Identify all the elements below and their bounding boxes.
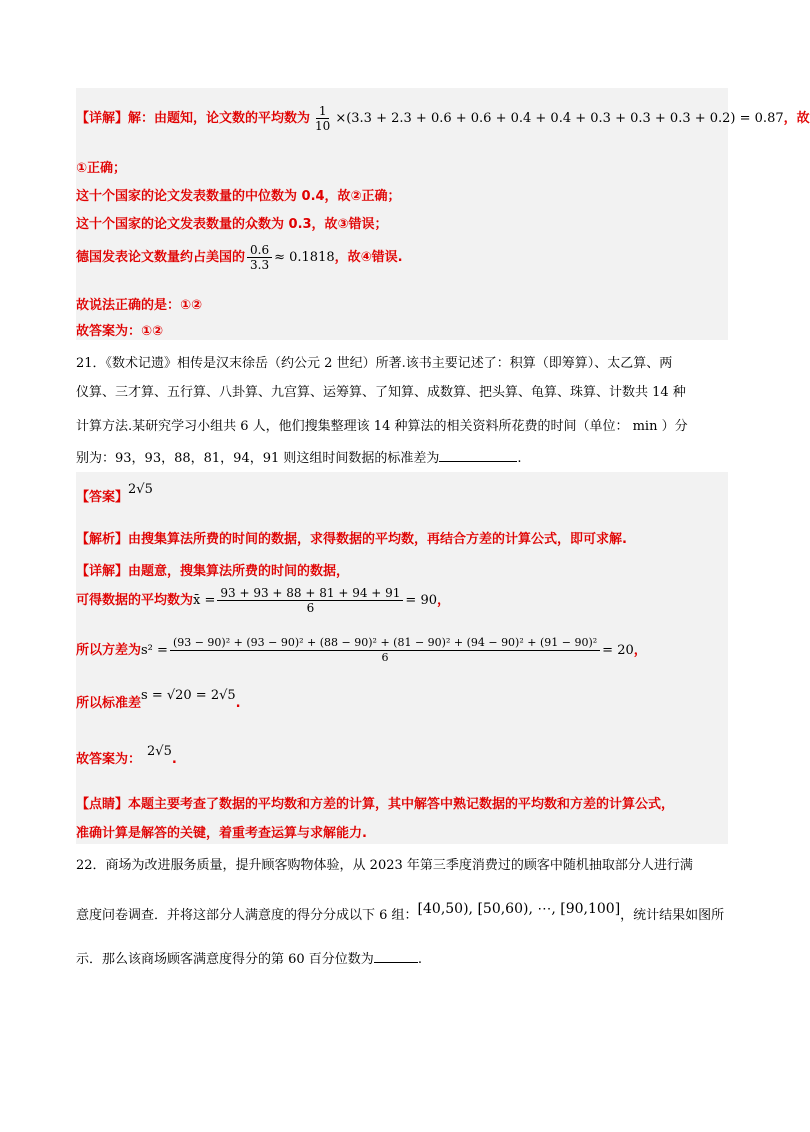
q22-line-2-tail: ，统计结果如图所 xyxy=(620,908,725,923)
germany-text: 德国发表论文数量约占美国的 xyxy=(76,250,246,265)
q22-period: . xyxy=(417,952,422,967)
mean-fraction: $\frac{93 + 93 + 88 + 81 + 94 + 91}{6}$ xyxy=(217,586,403,615)
detail-line-answer: 故答案为：①② xyxy=(76,324,164,339)
std-expression: s = √20 = 2√5 xyxy=(141,688,236,703)
analysis-text: 由搜集算法所费的时间的数据，求得数据的平均数，再结合方差的计算公式，即可求解. xyxy=(128,532,627,547)
detail-line-median: 这十个国家的论文发表数量的中位数为 0.4，故②正确； xyxy=(76,189,401,204)
comment-text-1: 本题主要考查了数据的平均数和方差的计算，其中解答中熟记数据的平均数和方差的计算公式， xyxy=(128,797,675,812)
final-answer-line xyxy=(76,744,177,767)
detail-line-mode: 这十个国家的论文发表数量的众数为 0.3，故③错误； xyxy=(76,217,388,232)
comment-line-1 xyxy=(76,793,674,812)
fraction-germany-usa: $\frac{0.6}{3.3}$ xyxy=(247,243,272,272)
q21-line-4 xyxy=(76,447,522,466)
q22-line-2 xyxy=(76,901,725,923)
answer-blank-22 xyxy=(374,952,418,963)
detail21-text: 由题意，搜集算法所费的时间的数据， xyxy=(128,564,350,579)
analysis-line xyxy=(76,528,627,547)
variance-text: 所以方差为 xyxy=(76,643,142,658)
analysis-tag: 【解析】 xyxy=(76,532,129,547)
variance-lhs: s² = xyxy=(141,643,168,658)
variance-rhs: = 20 xyxy=(602,643,634,658)
detail-text: 解：由题知，论文数的平均数为 xyxy=(128,111,311,126)
q22-line-1: 22．商场为改进服务质量，提升顾客购物体验，从 2023 年第三季度消费过的顾客中随机抽取部分人进行满 xyxy=(76,858,693,873)
answer-line xyxy=(76,482,153,505)
interval-expression: [40,50), [50,60), ⋯, [90,100] xyxy=(417,901,621,917)
variance-fraction: (93 − 90)² + (93 − 90)² + (88 − 90)² + (81 − 90)² + (94 − 90)² + (91 − 90)² 6 xyxy=(170,636,600,665)
detail-line-germany xyxy=(76,243,403,272)
answer-blank-21 xyxy=(439,451,517,462)
ratio-expression: ≈ 0.1818 xyxy=(274,250,335,265)
q21-line-3: 计算方法.某研究学习小组共 6 人，他们搜集整理该 14 种算法的相关资料所花费的时间（单位： min ）分 xyxy=(76,419,688,434)
detail-tail: ，故 xyxy=(783,111,810,126)
mean-text: 可得数据的平均数为 xyxy=(76,593,194,608)
mean-line xyxy=(76,586,450,615)
q21-line-2: 仪算、三才算、五行算、八卦算、九宫算、运筹算、了知算、成数算、把头算、龟算、珠算、计数共 14 种 xyxy=(76,385,686,400)
answer-value: 2√5 xyxy=(128,482,153,497)
q21-period: . xyxy=(517,451,522,466)
detail-line-mean xyxy=(76,104,810,133)
mean-rhs: = 90 xyxy=(405,593,437,608)
final-expression: 2√5 xyxy=(147,744,172,759)
final-tail: . xyxy=(171,752,177,767)
mean-lhs: x̄ = xyxy=(193,593,216,608)
q22-line-3 xyxy=(76,948,422,967)
q21-line-4-text: 别为：93，93，88，81，94，91 则这组时间数据的标准差为 xyxy=(76,451,440,466)
std-tail: . xyxy=(235,696,241,711)
answer-tag: 【答案】 xyxy=(76,490,129,505)
variance-tail: ， xyxy=(633,643,647,658)
std-text: 所以标准差 xyxy=(76,696,142,711)
std-line xyxy=(76,688,241,711)
comment-line-2: 准确计算是解答的关键，着重考查运算与求解能力. xyxy=(76,826,367,841)
q22-line-2-text: 意度问卷调查．并将这部分人满意度的得分分成以下 6 组： xyxy=(76,908,418,923)
q21-line-1: 21．《数术记遗》相传是汉末徐岳（约公元 2 世纪）所著.该书主要记述了：积算（即筹算）、太乙算、两 xyxy=(76,356,673,371)
mean-tail: ， xyxy=(437,593,451,608)
detail-line-1-correct: ①正确； xyxy=(76,161,127,176)
comment-tag: 【点睛】 xyxy=(76,797,129,812)
mean-expression: ×(3.3 + 2.3 + 0.6 + 0.6 + 0.4 + 0.4 + 0.3 + 0.3 + 0.3 + 0.2) = 0.87 xyxy=(335,111,784,126)
detail-tag: 【详解】 xyxy=(76,111,129,126)
detail21-line xyxy=(76,560,349,579)
variance-line xyxy=(76,636,647,665)
q22-line-3-text: 示．那么该商场顾客满意度得分的第 60 百分位数为 xyxy=(76,952,374,967)
fraction-one-tenth: $\frac{1}{10}$ xyxy=(315,104,331,133)
final-text: 故答案为： xyxy=(76,752,142,767)
germany-tail: ，故④错误. xyxy=(334,250,403,265)
detail-line-conclusion: 故说法正确的是：①② xyxy=(76,298,203,313)
detail21-tag: 【详解】 xyxy=(76,564,129,579)
